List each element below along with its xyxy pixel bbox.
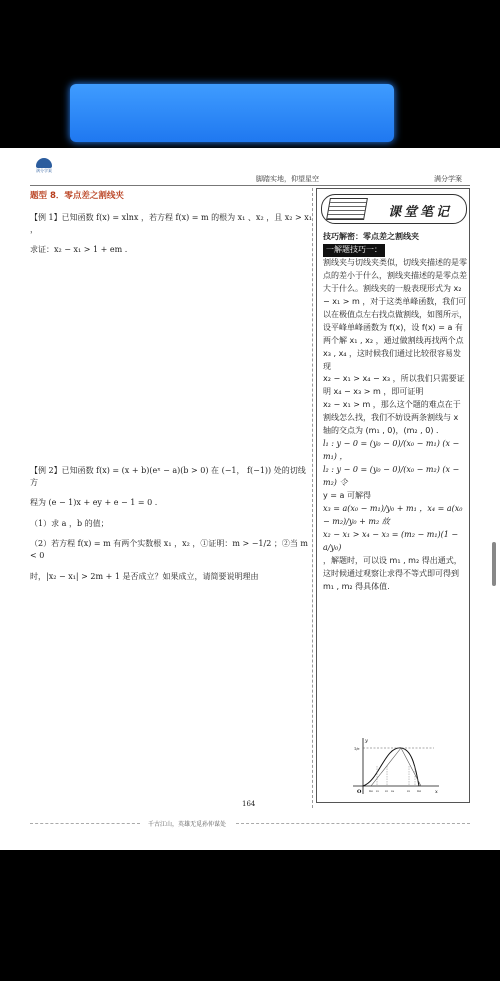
graph-x-tick-2: x₁ — [376, 789, 379, 793]
note-equation-system: x₃ = a(x₀ − m₁)/y₀ + m₁ ，x₄ = a(x₀ − m₂)/y₀ + m₂ 故 — [323, 504, 463, 526]
example1-line1: 【例 1】已知函数 f(x) = xlnx ，若方程 f(x) = m 的根为 x₁ 、x₂ ，且 x₂ > x₁ ， — [30, 213, 312, 234]
document-page — [0, 148, 500, 850]
note-equation-diff: x₂ − x₁ > x₄ − x₃ = (m₂ − m₁)(1 − a/y₀) — [323, 529, 459, 552]
page-footer — [30, 819, 470, 829]
header-brand: 满分学案 — [434, 175, 462, 183]
note-header — [321, 194, 467, 224]
note-paragraph-2: x₂ − x₁ > x₄ − x₃ ，所以我们只需要证明 x₄ − x₃ > m ，即可证明 — [323, 374, 465, 397]
logo-text: 满分学案 — [36, 168, 52, 173]
example-1 — [30, 212, 312, 265]
note-panel — [316, 188, 470, 803]
scrollbar-thumb[interactable] — [492, 542, 496, 586]
graph-y-label: y — [365, 738, 368, 744]
skill-heading: 技巧解密：零点差之割线夹 — [323, 232, 419, 241]
example2-line1: 【例 2】已知函数 f(x) = (x + b)(eˣ − a)(b > 0) 在 (−1， f(−1)) 处的切线方 — [30, 466, 306, 487]
column-divider — [312, 188, 313, 808]
note-paragraph-solve: y = a 可解得 — [323, 491, 371, 501]
example2-line4: （2）若方程 f(x) = m 有两个实数根 x₁ ，x₂ ，①证明：m > −1/2 ；②当 m < 0 — [30, 539, 308, 560]
footer-dash-left — [30, 823, 140, 824]
graph-x-label: x — [435, 789, 438, 795]
example-2 — [30, 465, 312, 591]
example2-line5: 时，|x₂ − x₁| > 2m + 1 是否成立？如果成立，请简要说明理由 — [30, 571, 259, 581]
secant-graph — [349, 736, 441, 796]
note-paragraph-3: x₂ − x₁ > m ，那么这个题的难点在于割线怎么找，我们不妨设两条割线与 x 轴的交点为 (m₁ , 0)，(m₂ , 0) ． — [323, 400, 461, 436]
graph-x-tick-5: x₂ — [407, 789, 410, 793]
graph-curve — [363, 748, 419, 786]
note-equation-l2: l₂ : y − 0 = (y₀ − 0)/(x₀ − m₂) (x − m₂) 令 — [323, 465, 460, 488]
note-equation-l1: l₁ : y − 0 = (y₀ − 0)/(x₀ − m₁) (x − m₁) ， — [323, 439, 460, 462]
bottom-bar — [0, 850, 500, 981]
graph-secant-left — [371, 748, 401, 786]
graph-x-tick-6: m₂ — [417, 789, 422, 793]
graph-secant-right — [401, 748, 421, 786]
header-motto: 脚踏实地，仰望星空 — [256, 175, 319, 183]
example2-line3: （1）求 a ，b 的值； — [30, 518, 109, 528]
logo — [30, 158, 58, 174]
footer-dash-right — [236, 823, 470, 824]
skill-tag: 一解题技巧一： — [323, 244, 385, 257]
note-title: 课堂笔记 — [388, 205, 453, 220]
footer-text: 千古江山，英雄无觅孙仲谋处 — [148, 821, 227, 828]
page-header — [30, 168, 470, 186]
notebook-icon — [326, 198, 368, 220]
graph-x-tick-4: x₄ — [391, 789, 394, 793]
blurred-banner — [70, 84, 394, 142]
example1-line2: 求证：x₂ − x₁ > 1 + em . — [30, 245, 128, 255]
section-title: 题型 8．零点差之割线夹 — [30, 191, 124, 201]
note-body — [323, 231, 467, 594]
graph-y-tick: 1/e — [354, 747, 360, 751]
note-paragraph-end: ，解题时，可以设 m₁ , m₂ 得出通式，这时候通过观察让求得不等式即可得到 m₁ , m₂ 得具体值. — [323, 555, 462, 591]
graph-x-tick-3: x₃ — [385, 789, 388, 793]
page-number: 164 — [242, 800, 256, 808]
top-bar — [0, 0, 500, 148]
example2-line2: 程为 (e − 1)x + ey + e − 1 = 0 . — [30, 498, 158, 508]
left-column — [30, 190, 312, 581]
logo-icon — [36, 158, 52, 168]
graph-origin: O — [357, 789, 362, 795]
note-paragraph-1: 割线夹与切线夹类似，切线夹描述的是零点的差小于什么，割线夹描述的是零点差大于什么。割线夹的一般表现形式为 x₂ − x₁ > m ，对于这类单峰函数，我们可以在极值点左右找点做割线，如图所示，设平峰单峰函数为 f(x)，设 f(x) = a 有两个解 x₁ , x₂ ，通过做割线再找两个点 x₃ , x₄ ，这时候我们通过比较很容易发现 — [323, 257, 467, 371]
graph-x-tick-1: m₁ — [369, 789, 374, 793]
